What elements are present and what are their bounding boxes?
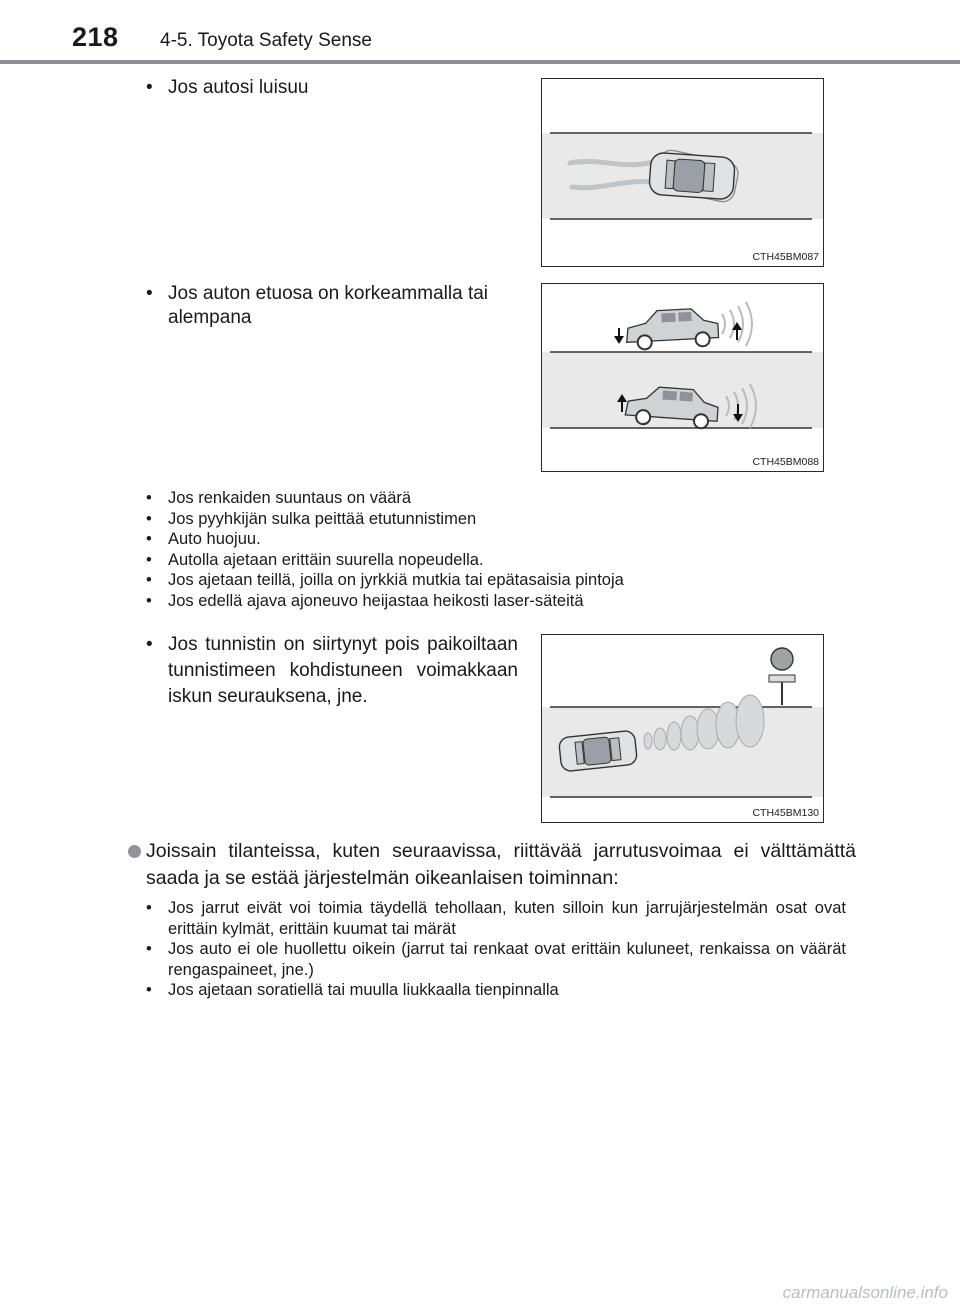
- list-item: • Autolla ajetaan erittäin suurella nopeudella.: [146, 550, 484, 569]
- skidding-car-illustration: [542, 79, 823, 266]
- bullet-text: Jos tunnistin on siirtynyt pois paikoiltaan tunnistimeen kohdistuneen voimakkaan iskun seurauksena, jne.: [168, 634, 518, 707]
- figure-caption: CTH45BM088: [752, 456, 819, 468]
- car-pitch-illustration: [542, 284, 823, 471]
- list-item: • Auto huojuu.: [146, 530, 261, 548]
- figure-caption: CTH45BM087: [752, 251, 819, 263]
- main-item-marker: [128, 845, 141, 858]
- list-item: • Jos ajetaan soratiellä tai muulla liukkaalla tienpinnalla: [146, 981, 559, 999]
- list-item: • Jos renkaiden suuntaus on väärä: [146, 489, 412, 507]
- section-title: 4-5. Toyota Safety Sense: [160, 30, 372, 51]
- watermark-logo[interactable]: carmanualsonline.info: [782, 1283, 948, 1302]
- figure-caption: CTH45BM130: [752, 807, 819, 819]
- list-item: • Jos pyyhkijän sulka peittää etutunnistimen: [146, 509, 477, 528]
- bullet-mark: •: [146, 634, 153, 655]
- page-number: 218: [72, 22, 119, 52]
- list-item: • Jos auto ei ole huollettu oikein (jarrut tai renkaat ovat erittäin kuluneet, renkaissa on väärät rengaspaineet, jne.): [146, 940, 846, 979]
- bullet-front-height: [146, 282, 526, 330]
- list-item: • Jos edellä ajava ajoneuvo heijastaa heikosti laser-säteitä: [146, 591, 584, 610]
- bullet-mark: •: [146, 77, 153, 98]
- figure-skidding-car: [541, 78, 824, 267]
- bullet-list-middle: [146, 488, 846, 611]
- figure-car-pitch: [541, 283, 824, 472]
- list-item: • Jos ajetaan teillä, joilla on jyrkkiä mutkia tai epätasaisia pintoja: [146, 571, 624, 589]
- bullet-sensor-shifted: [146, 632, 518, 710]
- sensor-beam-illustration: [542, 635, 823, 822]
- figure-sensor-misaligned: [541, 634, 824, 823]
- main-item-braking: [128, 838, 856, 892]
- bullet-skid: [146, 76, 516, 100]
- main-item-text: Joissain tilanteissa, kuten seuraavissa, riittävää jarrutusvoimaa ei välttämättä saada ja se estää järjestelmän oikeanlaisen toiminnan:: [146, 840, 856, 889]
- bullet-text: Jos autosi luisuu: [168, 77, 309, 98]
- bullet-text: Jos auton etuosa on korkeammalla tai alempana: [168, 283, 489, 328]
- bullet-list-bottom: [146, 898, 846, 1001]
- list-item: • Jos jarrut eivät voi toimia täydellä tehollaan, kuten silloin kun jarrujärjestelmän osat ovat erittäin kylmät, erittäin kuumat tai märät: [146, 899, 846, 938]
- bullet-mark: •: [146, 283, 153, 304]
- header-rule: [0, 60, 960, 64]
